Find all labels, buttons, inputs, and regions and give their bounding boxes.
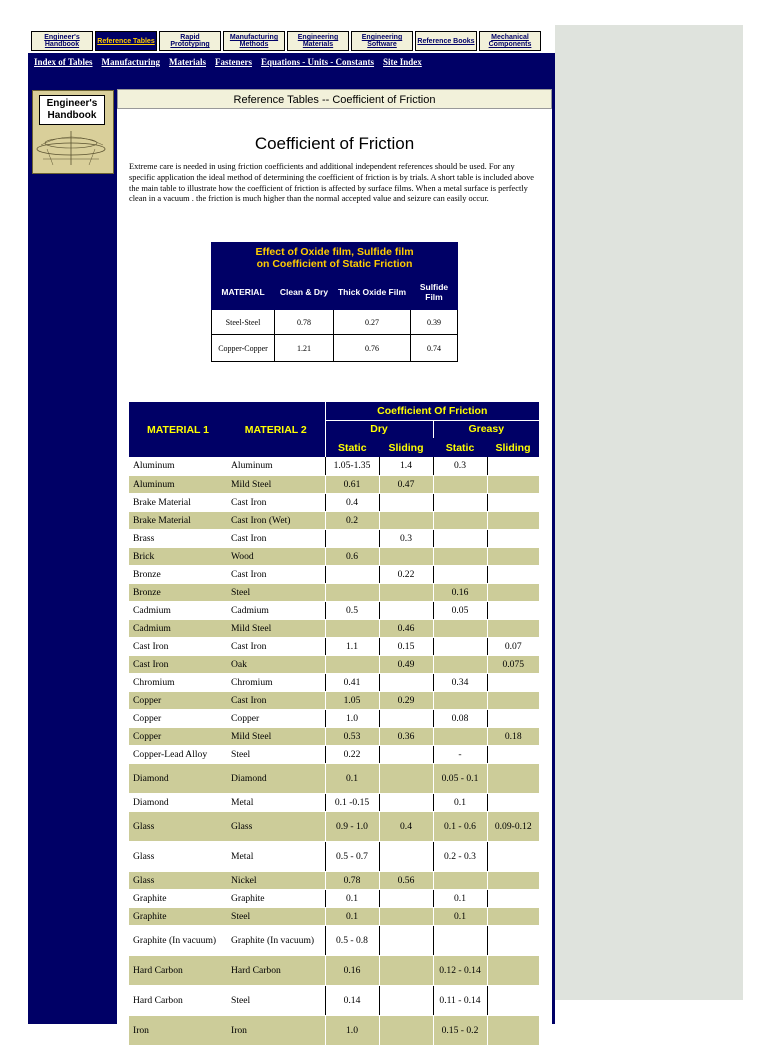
material-2-cell: Metal (227, 841, 325, 871)
material-1-cell: Chromium (129, 673, 227, 691)
table-row (129, 655, 539, 673)
coefficient-cell: 0.4 (379, 811, 433, 841)
material-2-cell: Metal (227, 793, 325, 811)
coefficient-cell (379, 763, 433, 793)
coefficient-cell (487, 871, 539, 889)
coefficient-cell: 0.05 - 0.1 (433, 763, 487, 793)
coefficient-cell: 0.78 (325, 871, 379, 889)
table-cell: Copper-Copper (212, 335, 275, 362)
material-1-cell: Cast Iron (129, 637, 227, 655)
main-content (117, 89, 552, 1036)
coefficient-cell: 0.22 (325, 745, 379, 763)
coefficient-cell: 0.1 (433, 793, 487, 811)
coefficient-cell: 0.47 (379, 475, 433, 493)
coefficient-cell (325, 529, 379, 547)
material-2-cell: Graphite (In vacuum) (227, 925, 325, 955)
material-1-cell: Aluminum (129, 457, 227, 475)
coefficient-cell (487, 547, 539, 565)
coefficient-cell (325, 583, 379, 601)
material-2-cell: Copper (227, 709, 325, 727)
coefficient-cell (487, 475, 539, 493)
coefficient-cell (433, 565, 487, 583)
header-greasy-sliding: Sliding (487, 438, 539, 457)
coefficient-cell: 0.5 - 0.7 (325, 841, 379, 871)
engineers-handbook-logo[interactable] (32, 90, 114, 174)
tab-mechanical-components[interactable]: Mechanical Components (479, 31, 541, 51)
coefficient-cell: 0.3 (433, 457, 487, 475)
material-2-cell: Cast Iron (227, 529, 325, 547)
coefficient-cell (487, 745, 539, 763)
table-row (212, 335, 458, 362)
coefficient-cell (487, 493, 539, 511)
oxide-table-caption (212, 243, 458, 274)
table-row (129, 673, 539, 691)
coefficient-cell (433, 727, 487, 745)
coefficient-cell: 0.1 (325, 763, 379, 793)
coefficient-cell (433, 529, 487, 547)
coefficient-cell (379, 601, 433, 619)
table-row (129, 811, 539, 841)
coefficient-cell (433, 925, 487, 955)
material-2-cell: Cast Iron (227, 637, 325, 655)
nav-link-manufacturing[interactable]: Manufacturing (101, 57, 161, 67)
table-row (129, 511, 539, 529)
coefficient-cell: 0.5 (325, 601, 379, 619)
coefficient-cell (487, 457, 539, 475)
coefficient-cell (379, 907, 433, 925)
table-row (129, 793, 539, 811)
tab-reference-tables[interactable]: Reference Tables (95, 31, 157, 51)
table-row (129, 889, 539, 907)
material-1-cell: Iron (129, 1015, 227, 1045)
table-cell: 0.74 (411, 335, 458, 362)
table-row (129, 601, 539, 619)
material-2-cell: Graphite (227, 889, 325, 907)
nav-link-index-of-tables[interactable]: Index of Tables (34, 57, 93, 67)
coefficient-cell: 1.1 (325, 637, 379, 655)
coefficient-cell (379, 955, 433, 985)
coefficient-cell (487, 907, 539, 925)
table-row (129, 925, 539, 955)
material-2-cell: Mild Steel (227, 727, 325, 745)
material-1-cell: Cadmium (129, 619, 227, 637)
coefficient-cell: 1.05 (325, 691, 379, 709)
coefficient-cell (379, 547, 433, 565)
coefficient-cell (379, 673, 433, 691)
coefficient-cell: 0.61 (325, 475, 379, 493)
material-1-cell: Hard Carbon (129, 955, 227, 985)
coefficient-cell: 0.6 (325, 547, 379, 565)
material-1-cell: Brake Material (129, 511, 227, 529)
material-1-cell: Diamond (129, 793, 227, 811)
table-row (129, 1015, 539, 1045)
tab-manufacturing-methods[interactable]: Manufacturing Methods (223, 31, 285, 51)
coefficient-cell (379, 511, 433, 529)
header-material-1: MATERIAL 1 (129, 402, 227, 457)
coefficient-cell (487, 841, 539, 871)
table-cell: 0.78 (275, 310, 334, 335)
material-1-cell: Glass (129, 871, 227, 889)
oxide-film-table (211, 242, 458, 362)
coefficient-cell: 0.29 (379, 691, 433, 709)
coefficient-cell (487, 511, 539, 529)
table-cell: 1.21 (275, 335, 334, 362)
material-2-cell: Cast Iron (227, 691, 325, 709)
logo-text (39, 95, 105, 125)
coefficient-cell: 0.08 (433, 709, 487, 727)
coefficient-cell (487, 619, 539, 637)
header-coefficient: Coefficient Of Friction (325, 402, 539, 420)
coefficient-cell (433, 655, 487, 673)
coefficient-cell: 0.15 - 0.2 (433, 1015, 487, 1045)
coefficient-cell: 0.1 (433, 907, 487, 925)
coefficient-cell: 0.1 - 0.6 (433, 811, 487, 841)
table-row (129, 763, 539, 793)
table-row (129, 871, 539, 889)
coefficient-cell: 0.2 (325, 511, 379, 529)
header-dry: Dry (325, 420, 433, 438)
table-cell: 0.27 (334, 310, 411, 335)
material-1-cell: Bronze (129, 565, 227, 583)
material-1-cell: Cadmium (129, 601, 227, 619)
coefficient-cell: - (433, 745, 487, 763)
material-2-cell: Mild Steel (227, 475, 325, 493)
coefficient-cell (379, 985, 433, 1015)
top-tabs (28, 25, 555, 53)
material-1-cell: Bronze (129, 583, 227, 601)
coefficient-cell: 0.075 (487, 655, 539, 673)
coefficient-cell (487, 985, 539, 1015)
material-2-cell: Wood (227, 547, 325, 565)
coefficient-cell (487, 601, 539, 619)
table-row (129, 637, 539, 655)
friction-table (129, 402, 539, 1046)
material-1-cell: Hard Carbon (129, 985, 227, 1015)
coefficient-cell: 0.36 (379, 727, 433, 745)
coefficient-cell: 0.12 - 0.14 (433, 955, 487, 985)
material-2-cell: Cadmium (227, 601, 325, 619)
coefficient-cell: 0.2 - 0.3 (433, 841, 487, 871)
table-row (129, 565, 539, 583)
table-row (129, 745, 539, 763)
coefficient-cell (487, 955, 539, 985)
header-material-2: MATERIAL 2 (227, 402, 325, 457)
page-title: Coefficient of Friction (254, 134, 415, 153)
coefficient-cell: 0.11 - 0.14 (433, 985, 487, 1015)
section-banner: Reference Tables -- Coefficient of Friction (117, 89, 552, 109)
table-row (129, 955, 539, 985)
coefficient-cell (325, 565, 379, 583)
material-2-cell: Iron (227, 1015, 325, 1045)
oxide-caption-line-1: Effect of Oxide film, Sulfide film (255, 246, 414, 258)
coefficient-cell: 0.09-0.12 (487, 811, 539, 841)
material-1-cell: Cast Iron (129, 655, 227, 673)
coefficient-cell: 0.53 (325, 727, 379, 745)
coefficient-cell: 0.41 (325, 673, 379, 691)
coefficient-cell: 0.05 (433, 601, 487, 619)
material-2-cell: Cast Iron (227, 565, 325, 583)
coefficient-cell: 0.3 (379, 529, 433, 547)
table-row (129, 841, 539, 871)
material-1-cell: Glass (129, 841, 227, 871)
coefficient-cell: 0.14 (325, 985, 379, 1015)
tab-engineer-s-handbook[interactable]: Engineer's Handbook (31, 31, 93, 51)
tab-engineering-software[interactable]: Engineering Software (351, 31, 413, 51)
coefficient-cell (379, 1015, 433, 1045)
material-2-cell: Steel (227, 745, 325, 763)
material-1-cell: Copper (129, 709, 227, 727)
nav-link-equations-units-constants[interactable]: Equations - Units - Constants (261, 57, 375, 67)
material-2-cell: Nickel (227, 871, 325, 889)
coefficient-cell: 0.1 -0.15 (325, 793, 379, 811)
coefficient-cell (325, 655, 379, 673)
coefficient-cell: 0.1 (325, 889, 379, 907)
material-2-cell: Hard Carbon (227, 955, 325, 985)
coefficient-cell: 0.16 (325, 955, 379, 985)
logo-line-1: Engineer's (46, 98, 98, 109)
header-dry-static: Static (325, 438, 379, 457)
logo-line-2: Handbook (47, 110, 97, 121)
nav-link-fasteners[interactable]: Fasteners (215, 57, 253, 67)
tab-engineering-materials[interactable]: Engineering Materials (287, 31, 349, 51)
coefficient-cell (379, 793, 433, 811)
coefficient-cell (487, 691, 539, 709)
coefficient-cell (433, 871, 487, 889)
material-2-cell: Glass (227, 811, 325, 841)
coefficient-cell (379, 493, 433, 511)
table-row (129, 529, 539, 547)
nav-links (28, 53, 555, 71)
coefficient-cell (325, 619, 379, 637)
intro-paragraph: Extreme care is needed in using friction coefficients and additional independent references should be used. For any specific application the ideal method of determining the coefficient of friction is by trials. A short table is included above the main table to illustrate how the coefficient of friction is affected by surface films. When a metal surface is perfectly clean in a vacuum . the friction is much higher than the normal accepted value and seizure can easily occur. (129, 162, 534, 204)
header-greasy: Greasy (433, 420, 539, 438)
material-2-cell: Mild Steel (227, 619, 325, 637)
coefficient-cell (487, 673, 539, 691)
coefficient-cell (487, 763, 539, 793)
material-1-cell: Graphite (129, 889, 227, 907)
material-1-cell: Graphite (129, 907, 227, 925)
coefficient-cell (487, 793, 539, 811)
table-row (212, 310, 458, 335)
oxide-header-material: MATERIAL (212, 274, 275, 310)
coefficient-cell (487, 709, 539, 727)
material-2-cell: Cast Iron (227, 493, 325, 511)
material-2-cell: Steel (227, 985, 325, 1015)
table-cell: 0.76 (334, 335, 411, 362)
coefficient-cell (379, 925, 433, 955)
coefficient-cell (433, 493, 487, 511)
material-1-cell: Copper-Lead Alloy (129, 745, 227, 763)
coefficient-cell (487, 889, 539, 907)
material-1-cell: Aluminum (129, 475, 227, 493)
table-row (129, 493, 539, 511)
coefficient-cell (433, 637, 487, 655)
right-gutter (555, 25, 743, 1000)
coefficient-cell (379, 889, 433, 907)
material-1-cell: Glass (129, 811, 227, 841)
page-frame (28, 25, 555, 1036)
coefficient-cell: 0.07 (487, 637, 539, 655)
coefficient-cell: 0.1 (325, 907, 379, 925)
coefficient-cell (379, 583, 433, 601)
coefficient-cell (487, 529, 539, 547)
coefficient-cell (487, 565, 539, 583)
coefficient-cell: 0.22 (379, 565, 433, 583)
coefficient-cell (433, 475, 487, 493)
coefficient-cell (487, 583, 539, 601)
material-1-cell: Graphite (In vacuum) (129, 925, 227, 955)
header-dry-sliding: Sliding (379, 438, 433, 457)
coefficient-cell: 1.05-1.35 (325, 457, 379, 475)
table-cell: Steel-Steel (212, 310, 275, 335)
oxide-caption-line-2: on Coefficient of Static Friction (256, 258, 413, 270)
table-row (129, 727, 539, 745)
coefficient-cell: 0.15 (379, 637, 433, 655)
table-row (129, 547, 539, 565)
flying-machine-sketch-icon (33, 125, 113, 173)
coefficient-cell: 0.56 (379, 871, 433, 889)
material-2-cell: Cast Iron (Wet) (227, 511, 325, 529)
header-greasy-static: Static (433, 438, 487, 457)
nav-link-materials[interactable]: Materials (169, 57, 207, 67)
material-1-cell: Copper (129, 727, 227, 745)
table-cell: 0.39 (411, 310, 458, 335)
table-row (129, 583, 539, 601)
coefficient-cell (487, 925, 539, 955)
table-row (129, 907, 539, 925)
coefficient-cell: 0.46 (379, 619, 433, 637)
coefficient-cell (379, 841, 433, 871)
coefficient-cell: 0.49 (379, 655, 433, 673)
coefficient-cell: 1.0 (325, 709, 379, 727)
material-1-cell: Brass (129, 529, 227, 547)
coefficient-cell (433, 547, 487, 565)
table-row (129, 709, 539, 727)
coefficient-cell: 1.0 (325, 1015, 379, 1045)
material-1-cell: Brake Material (129, 493, 227, 511)
coefficient-cell (433, 691, 487, 709)
coefficient-cell: 0.18 (487, 727, 539, 745)
coefficient-cell: 0.9 - 1.0 (325, 811, 379, 841)
coefficient-cell: 1.4 (379, 457, 433, 475)
table-row (129, 619, 539, 637)
table-row (129, 475, 539, 493)
oxide-header-thick-oxide: Thick Oxide Film (334, 274, 411, 310)
coefficient-cell (487, 1015, 539, 1045)
material-1-cell: Diamond (129, 763, 227, 793)
material-2-cell: Diamond (227, 763, 325, 793)
coefficient-cell: 0.1 (433, 889, 487, 907)
coefficient-cell (379, 745, 433, 763)
material-2-cell: Steel (227, 907, 325, 925)
coefficient-cell: 0.34 (433, 673, 487, 691)
table-row (129, 457, 539, 475)
coefficient-cell: 0.16 (433, 583, 487, 601)
material-2-cell: Steel (227, 583, 325, 601)
oxide-header-clean-dry: Clean & Dry (275, 274, 334, 310)
table-row (129, 985, 539, 1015)
oxide-header-sulfide: Sulfide Film (411, 274, 458, 310)
material-1-cell: Copper (129, 691, 227, 709)
coefficient-cell (379, 709, 433, 727)
coefficient-cell (433, 511, 487, 529)
material-2-cell: Aluminum (227, 457, 325, 475)
nav-link-site-index[interactable]: Site Index (383, 57, 422, 67)
coefficient-cell: 0.4 (325, 493, 379, 511)
material-2-cell: Chromium (227, 673, 325, 691)
material-2-cell: Oak (227, 655, 325, 673)
coefficient-cell: 0.5 - 0.8 (325, 925, 379, 955)
material-1-cell: Brick (129, 547, 227, 565)
coefficient-cell (433, 619, 487, 637)
tab-reference-books[interactable]: Reference Books (415, 31, 477, 51)
table-row (129, 691, 539, 709)
tab-rapid-prototyping[interactable]: Rapid Prototyping (159, 31, 221, 51)
